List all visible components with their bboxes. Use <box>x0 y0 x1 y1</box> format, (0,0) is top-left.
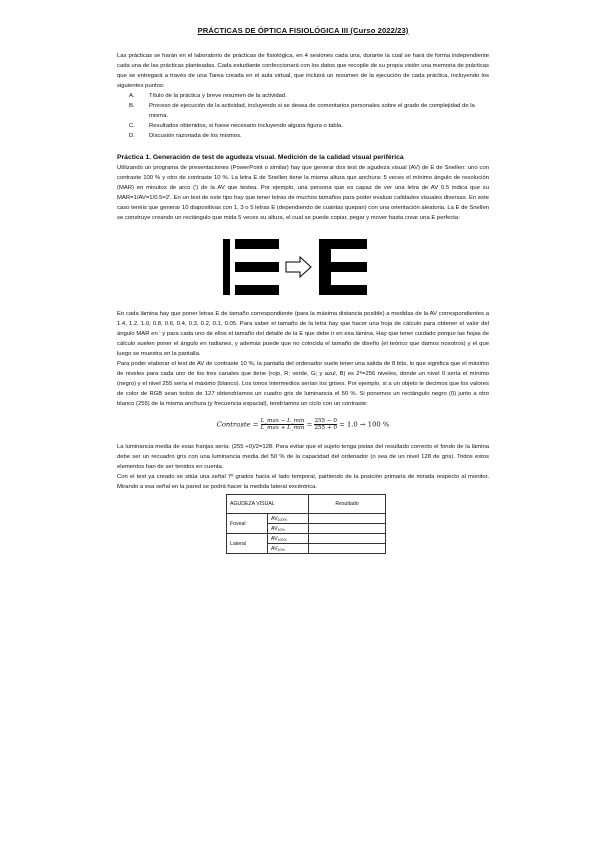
list-item: B. Proceso de ejecución de la actividad, incluyendo si se desea de comentarios personales sobre el grado de complejidad de la misma. <box>129 103 475 119</box>
paragraph-1: Utilizando un programa de presentaciones (PowerPoint o similar) hay que generar dos test de agudeza visual (AV) de E de Snellen: uno con contraste 100 % y otro de contraste 10 %. La letra E de Snellen tiene la misma altura que anchura: 5 veces el mínimo ángulo de resolución (MAR) en minutos de arco (') de la AV que testea. Por ejemplo, una persona que es capaz de ver una letra de AV 0.5 indica que su MAR=1/AV=1/0.5=2'. En un test de este tipo hay que tener letras de muchos tamaños para poder evaluar calidades visuales diversas. En este caso tenéis que generar 10 diapositivas con 1, 3 o 5 letras E (dependiendo de cuántas quepan) con una orientación aleatoria. La E de Snellen se construye creando un rectángulo que mida 5 veces su altura, el cual se puede copiar, pegar y mover hasta crear una E perfecta: <box>117 165 489 221</box>
fraction-1: L_max − L_min L_max + L_min <box>260 418 305 431</box>
document-title: PRÁCTICAS DE ÓPTICA FISIOLÓGICA III (Curso 2022/23) <box>197 26 409 35</box>
snellen-e-diagram <box>223 239 383 295</box>
snellen-e-figure <box>117 239 489 295</box>
result-cell[interactable] <box>309 524 386 534</box>
list-item: C. Resultados obtenidos, si fuese necesario incluyendo alguna figura o tabla. <box>129 123 343 129</box>
horizontal-bar-middle <box>235 262 279 272</box>
table-header-agudeza: AGUDEZA VISUAL <box>227 495 309 514</box>
paragraph-5: Con el test ya creado se sitúa una señal 7º grados hacia el lado temporal, partiendo de la posición primaria de mirada respecto al monitor. Mirando a esa señal en la pared se podrá hacer la medida lateral excéntrica. <box>117 474 489 490</box>
horizontal-bar-top <box>235 239 279 249</box>
contrast-formula: Contraste = L_max − L_min L_max + L_min = $\frac{255 - 0}{255 + 0}$ = 1.0 → 100 % <box>216 418 390 431</box>
row-label: $AV_{10\%}$ <box>268 544 309 554</box>
fraction-2: $\frac{255 - 0}{255 + 0}$ <box>314 418 337 431</box>
vertical-bar <box>223 239 230 295</box>
list-item: A. Título de la práctica y breve resumen de la actividad. <box>129 93 287 99</box>
result-cell[interactable] <box>309 514 386 524</box>
arrow-right-icon <box>286 257 311 277</box>
row-group-lateral: Lateral <box>227 534 268 554</box>
letter-e-middle <box>319 262 367 272</box>
result-cell[interactable] <box>309 534 386 544</box>
table-row <box>227 534 386 544</box>
intro-paragraph: Las prácticas se harán en el laboratorio de prácticas de fisiológica, en 4 sesiones cada una, durante la cual se hará de forma independiente cada una de las prácticas planteadas. Cada estudiante confeccionará con los datos que recopile de su propia visión una memoria de prácticas que se entregará a través de una Tarea creada en el aula virtual, que incluirá un resumen de la ejecución de cada práctica, incluyendo los siguientes puntos: <box>117 53 489 89</box>
row-label: $AV_{10\%}$ <box>268 524 309 534</box>
paragraph-3: Para poder elaborar el test de AV de contraste 10 %, la pantalla del ordenador suele tener una salida de 8 bits, lo que significa que el máximo de niveles para cada uno de los tres canales que tiene (rojo, R; verde, G; y azul, B) es 2⁸=256 niveles, donde un nivel 0 sería el mínimo (negro) y el nivel 255 sería el máximo (blanco). Los tonos intermedios serían los grises. Por ejemplo, si a un objeto le decimos que los valores de color de RGB sean todos de 127 obtendríamos un cuadro gris de luminancia el 50 %. Si ponemos un rectángulo negro (0) junto a otro blanco (255) de la misma anchura (y frecuencia espacial), tendríamos un ciclo con un contraste: <box>117 361 489 407</box>
row-group-foveal: Foveal <box>227 514 268 534</box>
paragraph-4: La luminancia media de esas franjas sería: (255 +0)/2=128. Para evitar que el sujeto tenga pistas del resultado correcto el fondo de la lámina debe ser un recuadro gris con una luminancia media del 50 % de la capacidad del ordenador (o sea de un nivel 128 de gris). Todos estos elementos han de ser tenidos en cuenta. <box>117 444 489 470</box>
list-item: D. Discusión razonada de los mismos. <box>129 133 242 139</box>
letter-e-top <box>319 239 367 249</box>
document-page <box>117 26 489 492</box>
horizontal-bar-bottom <box>235 285 279 295</box>
section-heading: Práctica 1. Generación de test de agudeza visual. Medición de la calidad visual periférica <box>117 154 404 161</box>
requirements-list <box>129 91 489 141</box>
table-header-resultado: Resultado <box>309 495 386 514</box>
table-row <box>227 514 386 524</box>
paragraph-2: En cada lámina hay que poner letras E de tamaño correspondiente (para la máxima distancia posible) a medidas de la AV correspondientes a 1.4, 1.2, 1.0, 0.8, 0.6, 0.4, 0.3, 0.2, 0.1, 0.05. Para saber el tamaño de la letra hay que hacer una hoja de cálculo para obtener el valor del ángulo MAR en ' y para cada uno de ellos el tamaño del detalle de la E que debe ir en esa lámina. Hay que tener cuidado porque las hojas de cálculo suelen poner el ángulo en radianes, y además puede que no coincida el tamaño de diseño (el teórico que damos nosotros) y el que luego se muestra en la pantalla. <box>117 311 489 357</box>
row-label: $AV_{100\%}$ <box>268 514 309 524</box>
row-label: $AV_{100\%}$ <box>268 534 309 544</box>
results-table <box>226 494 386 554</box>
letter-e-bottom <box>319 285 367 295</box>
result-cell[interactable] <box>309 544 386 554</box>
table-header-row <box>227 495 386 514</box>
